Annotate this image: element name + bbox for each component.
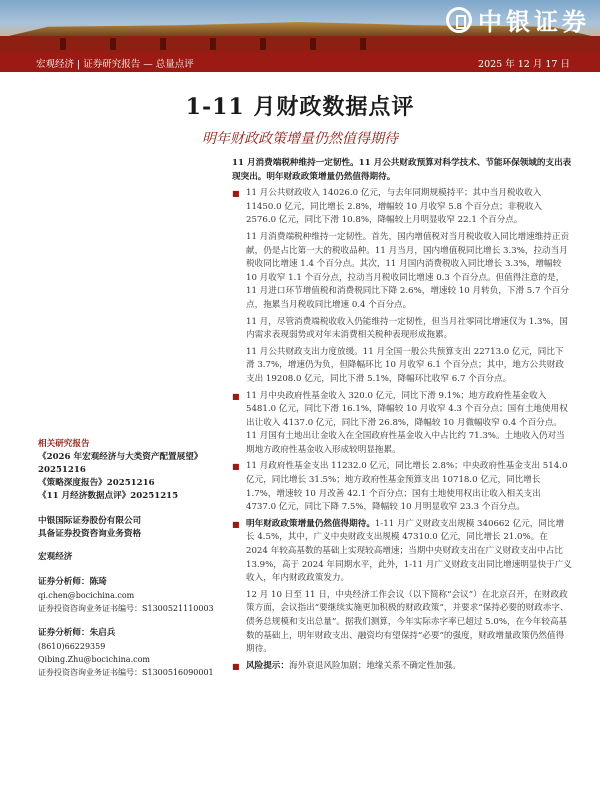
body-paragraph xyxy=(232,316,572,343)
logo-icon xyxy=(446,7,472,33)
bullet-paragraph xyxy=(232,460,572,514)
paragraph-text: 1-11 月广义财政支出规模 340662 亿元，同比增长 4.5%，其中，广义中央财政支出规模 47310.0 亿元，同比增长 21.0%。在 2024 年较高基数的基础上实现较高增速；当期中央财政支出在广义财政支出中占比 13.9%，高于 2024 年同期水平，此外，1-11 月广义财政支出同比增速明显快于广义收入，年内财政政策发力。 xyxy=(246,518,572,584)
field-label: 宏观经济 xyxy=(38,552,73,562)
related-report[interactable]: 《策略深度报告》20251216 xyxy=(38,478,155,488)
bullet-paragraph xyxy=(232,187,572,228)
bullet-paragraph xyxy=(232,390,572,458)
paragraph-text: 11 月，尽管消费端税收收入仍能维持一定韧性，但当月社零同比增速仅为 1.3%，国内需求表现弱势或对年末消费相关税种表现形成拖累。 xyxy=(246,316,568,341)
analyst-email[interactable]: Qibing.Zhu@bocichina.com xyxy=(38,655,150,664)
paragraph-text: 海外衰退风险加剧；地缘关系不确定性加强。 xyxy=(288,660,461,671)
related-reports-heading: 相关研究报告 xyxy=(38,439,90,449)
analyst-cert: 证券投资咨询业务证书编号：S1300521110003 xyxy=(38,604,214,613)
organization: 中银国际证券股份有限公司 具备证券投资咨询业务资格 xyxy=(38,516,142,539)
company-logo xyxy=(446,2,590,37)
paragraph-text: 11 月公共财政支出力度放缓。11 月全国一般公共预算支出 22713.0 亿元，同比下滑 3.7%，增速仍为负，但降幅环比 10 月收窄 6.1 个百分点；其中，地方公共财政支出 19208.0 亿元，同比下滑 5.1%，降幅环比收窄 6.7 个百分点。 xyxy=(246,346,564,384)
paragraph-text: 11 月政府性基金支出 11232.0 亿元，同比增长 2.8%；中央政府性基金支出 514.0 亿元，同比增长 31.5%；地方政府性基金预算支出 10718.0 亿元，同比增长 1.7%，增速较 10 月改善 42.1 个百分点；国有土地使用权出让收入相关支出 4737.0 亿元，同比下降 7.5%，降幅较 10 月明显收窄 23.3 个百分点。 xyxy=(246,461,568,513)
report-date: 2025 年 12 月 17 日 xyxy=(478,59,570,70)
body-paragraph xyxy=(232,231,572,313)
paragraph-text: 11 月消费端税种维持一定韧性。首先，国内增值税对当月税收收入同比增速维持正贡献，仍是占比第一大的税收品种。11 月当月，国内增值税同比增长 3.3%，拉动当月税收同比增速 1.4 个百分点。其次，11 月国内消费税收入同比增长 3.3%，增幅较 10 月收窄 1.1 个百分点，拉动当月税收同比增速 0.3 个百分点。但值得注意的是，11 月进口环节增值税和消费税同比下降 2.6%，增速较 10 月转负，下滑 5.7 个百分点，拖累当月税收同比增速 0.4 个百分点。 xyxy=(246,231,570,310)
paragraph-text: 11 月公共财政收入 14026.0 亿元，与去年同期规模持平；其中当月税收收入 11450.0 亿元，同比增长 2.8%，增幅较 10 月收窄 5.8 个百分点；非税收入 2576.0 亿元，同比下滑 10.8%，降幅较上月明显收窄 22.1 个百分点。 xyxy=(246,188,543,226)
sidebar xyxy=(38,438,220,679)
body-paragraph xyxy=(232,346,572,387)
logo-text: 中银证券 xyxy=(478,7,590,36)
paragraph-lead: 明年财政政策增量仍然值得期待。 xyxy=(246,518,375,529)
analyst-email[interactable]: qi.chen@bocichina.com xyxy=(38,591,135,600)
report-title: 1-11 月财政数据点评 xyxy=(185,94,415,120)
paragraph-text: 11 月中央政府性基金收入 320.0 亿元，同比下滑 9.1%；地方政府性基金收入 5481.0 亿元，同比下滑 16.1%，降幅较 10 月收窄 4.3 个百分点；国有土地使用权出让收入 4137.0 亿元，同比下滑 26.8%，降幅较 10 月微幅收窄 0.4 个百分点。11 月国有土地出让金收入在全国政府性基金收入中占比约 71.3%。土地收入仍对当期地方政府性基金收入形成较明显拖累。 xyxy=(246,390,568,455)
paragraph-list xyxy=(232,187,572,673)
body-paragraph xyxy=(232,589,572,657)
analyst-name: 证券分析师：陈琦 xyxy=(38,577,107,587)
palace-image xyxy=(0,36,600,52)
bullet-paragraph xyxy=(232,660,572,674)
report-category-bar xyxy=(0,52,600,72)
paragraph-lead: 风险提示： xyxy=(246,660,289,671)
report-category: 宏观经济 | 证券研究报告 — 总量点评 xyxy=(36,59,194,70)
header-banner xyxy=(0,0,600,52)
analyst-cert: 证券投资咨询业务证书编号：S1300516090001 xyxy=(38,668,214,677)
bullet-paragraph xyxy=(232,518,572,586)
paragraph-text: 12 月 10 日至 11 日，中央经济工作会议（以下简称“会议”）在北京召开，在财政政策方面，会议指出“要继续实施更加积极的财政政策”，并要求“保持必要的财政赤字、债务总规模和支出总量”。据我们测算，今年实际赤字率已超过 5.0%，在今年较高基数的基础上，明年财政支出、融资均有望保持“必要”的强度，财政增量政策仍然值得期待。 xyxy=(246,589,569,655)
summary: 11 月消费端税种维持一定韧性。11 月公共财政预算对科学技术、节能环保领域的支出表现突出。明年财政政策增量仍然值得期待。 xyxy=(232,158,572,182)
analyst-phone: (8610)66229359 xyxy=(38,642,106,651)
related-report[interactable]: 《2026 年宏观经济与大类资产配置展望》20251216 xyxy=(38,452,203,475)
main-content xyxy=(232,157,572,676)
analyst-name: 证券分析师：朱启兵 xyxy=(38,628,116,638)
related-report[interactable]: 《11 月经济数据点评》20251215 xyxy=(38,491,179,501)
report-subtitle: 明年财政政策增量仍然值得期待 xyxy=(202,131,398,147)
